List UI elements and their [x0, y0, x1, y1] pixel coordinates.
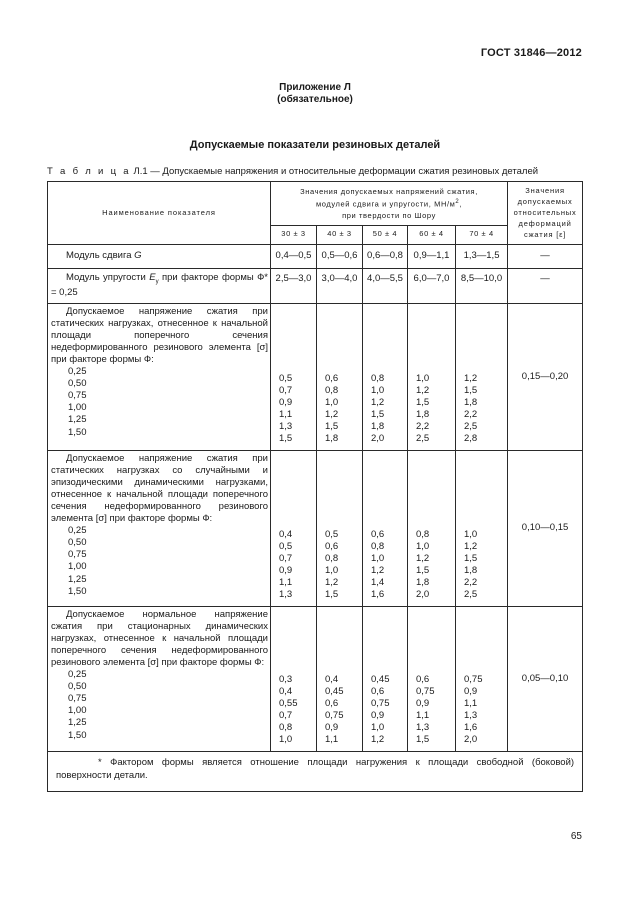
row-label-elastic: Модуль упругости $E_y$ при факторе формы Ф* = 0,25 [48, 268, 271, 303]
row-label-random: Допускаемое напряжение сжатия при статических нагрузках со случайными и эпизодическими динамическими нагрузками, отнесенное к начальной площади поперечного сечения недеформированного резинового элемента [σ] при факторе формы Ф: 0,25 0,50 0,75 1,00 1,25 1,50 [48, 450, 271, 606]
cell: 2,5—3,0 [271, 268, 317, 303]
header-indicator-name: Наименование показателя [48, 182, 271, 245]
appendix-title: Приложение Л [279, 82, 351, 93]
page-number: 65 [570, 831, 582, 842]
document-code: ГОСТ 31846—2012 [480, 47, 582, 59]
cell: 0,8 1,0 1,2 1,5 1,8 2,0 [408, 450, 456, 606]
stress-table [47, 181, 583, 792]
table-row [48, 606, 583, 751]
cell: 1,0 1,2 1,5 1,8 2,2 2,5 [456, 450, 508, 606]
section-title: Допускаемые показатели резиновых деталей [189, 139, 441, 151]
cell: 0,6 0,75 0,9 1,1 1,3 1,5 [408, 606, 456, 751]
cell: 1,0 1,2 1,5 1,8 2,2 2,5 [408, 303, 456, 450]
caption-text: Л.1 — Допускаемые напряжения и относительные деформации сжатия резиновых деталей [130, 166, 539, 177]
cell: — [508, 244, 583, 268]
cell: 0,4 0,45 0,6 0,75 0,9 1,1 [317, 606, 363, 751]
cell: 0,6 0,8 1,0 1,2 1,5 1,8 [317, 303, 363, 450]
table-row [48, 268, 583, 303]
cell: 0,9—1,1 [408, 244, 456, 268]
cell: 3,0—4,0 [317, 268, 363, 303]
table-caption [47, 166, 538, 177]
cell: 0,05—0,10 [508, 606, 583, 751]
cell: 0,4 0,5 0,7 0,9 1,1 1,3 [271, 450, 317, 606]
cell: 0,15—0,20 [508, 303, 583, 450]
cell: 0,4—0,5 [271, 244, 317, 268]
hardness-50: 50 ± 4 [363, 225, 408, 244]
cell: — [508, 268, 583, 303]
cell: 8,5—10,0 [456, 268, 508, 303]
cell: 0,10—0,15 [508, 450, 583, 606]
hardness-40: 40 ± 3 [317, 225, 363, 244]
row-label-shear: Модуль сдвига G [48, 244, 271, 268]
hardness-60: 60 ± 4 [408, 225, 456, 244]
hardness-70: 70 ± 4 [456, 225, 508, 244]
table-row [48, 244, 583, 268]
appendix-status: (обязательное) [277, 94, 353, 105]
cell: 0,6 0,8 1,0 1,2 1,4 1,6 [363, 450, 408, 606]
caption-prefix: Т а б л и ц а [47, 166, 131, 177]
cell: 0,8 1,0 1,2 1,5 1,8 2,0 [363, 303, 408, 450]
row-label-static: Допускаемое напряжение сжатия при статических нагрузках, отнесенное к начальной площади поперечного сечения недеформированного резинового элемента [σ] при факторе формы Ф: 0,25 0,50 0,75 1,00 1,25 1,50 [48, 303, 271, 450]
cell: 1,3—1,5 [456, 244, 508, 268]
cell: 0,5—0,6 [317, 244, 363, 268]
cell: 0,45 0,6 0,75 0,9 1,0 1,2 [363, 606, 408, 751]
cell: 0,75 0,9 1,1 1,3 1,6 2,0 [456, 606, 508, 751]
table-footnote: * Фактором формы является отношение площади нагружения к площади свободной (боковой) поверхности детали. [48, 751, 583, 791]
header-deformation: Значения допускаемых относительных деформаций сжатия [ε] [508, 182, 583, 245]
cell: 6,0—7,0 [408, 268, 456, 303]
table-row [48, 303, 583, 450]
cell: 0,5 0,7 0,9 1,1 1,3 1,5 [271, 303, 317, 450]
cell: 0,3 0,4 0,55 0,7 0,8 1,0 [271, 606, 317, 751]
cell: 4,0—5,5 [363, 268, 408, 303]
hardness-30: 30 ± 3 [271, 225, 317, 244]
cell: 0,5 0,6 0,8 1,0 1,2 1,5 [317, 450, 363, 606]
row-label-dynamic: Допускаемое нормальное напряжение сжатия при стационарных динамических нагрузках, отнесенное к начальной площади поперечного сечения недеформированного резинового элемента [σ] при факторе формы Ф: 0,25 0,50 0,75 1,00 1,25 1,50 [48, 606, 271, 751]
header-values-group: Значения допускаемых напряжений сжатия, модулей сдвига и упругости, $МН/м^2$, при твердости по Шору [271, 182, 508, 226]
cell: 0,6—0,8 [363, 244, 408, 268]
cell: 1,2 1,5 1,8 2,2 2,5 2,8 [456, 303, 508, 450]
table-row [48, 450, 583, 606]
